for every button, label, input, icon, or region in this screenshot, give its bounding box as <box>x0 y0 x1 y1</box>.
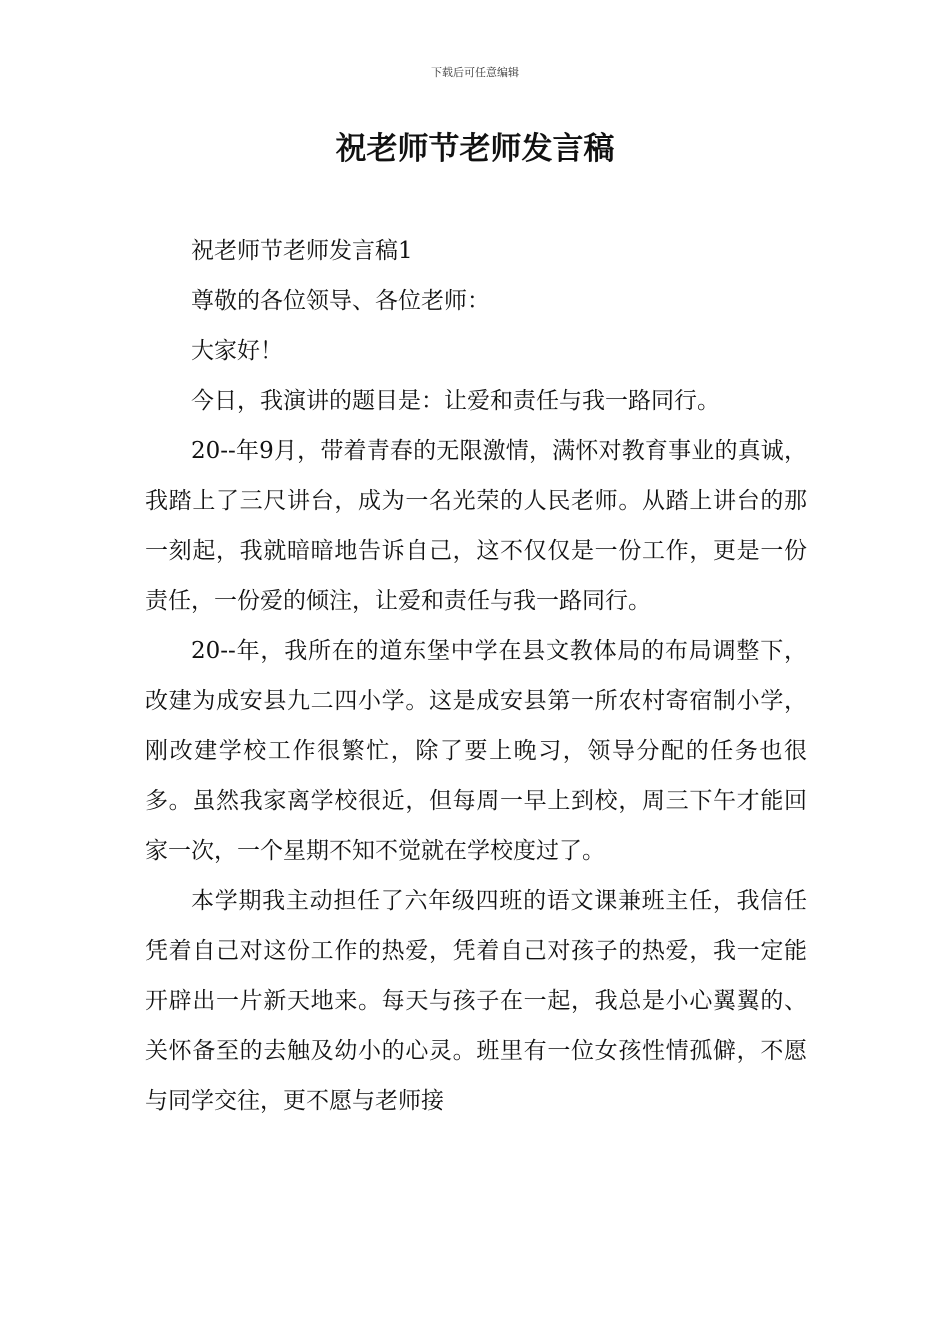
paragraph-topic: 今日，我演讲的题目是：让爱和责任与我一路同行。 <box>191 388 720 414</box>
paragraph-body: 20--年9月，带着青春的无限激情，满怀对教育事业的真诚，我踏上了三尺讲台，成为一名光荣的人民老师。从踏上讲台的那一刻起，我就暗暗地告诉自己，这不仅仅是一份工作，更是一份责任，一份爱的倾注，让爱和责任与我一路同行。 <box>145 438 807 614</box>
header-note: 下载后可任意编辑 <box>431 66 519 79</box>
paragraph-body: 本学期我主动担任了六年级四班的语文课兼班主任，我信任凭着自己对这份工作的热爱，凭着自己对孩子的热爱，我一定能开辟出一片新天地来。每天与孩子在一起，我总是小心翼翼的、关怀备至的去触及幼小的心灵。班里有一位女孩性情孤僻，不愿与同学交往，更不愿与老师接 <box>145 888 807 1114</box>
paragraph-body: 20--年，我所在的道东堡中学在县文教体局的布局调整下，改建为成安县九二四小学。这是成安县第一所农村寄宿制小学，刚改建学校工作很繁忙，除了要上晚习，领导分配的任务也很多。虽然我家离学校很近，但每周一早上到校，周三下午才能回家一次，一个星期不知不觉就在学校度过了。 <box>145 638 807 864</box>
document-title: 祝老师节老师发言稿 <box>335 131 615 167</box>
paragraph-greeting: 大家好！ <box>191 338 283 364</box>
paragraph-subtitle: 祝老师节老师发言稿1 <box>191 238 413 264</box>
document-body <box>145 226 807 1126</box>
paragraph-salutation: 尊敬的各位领导、各位老师： <box>191 288 490 314</box>
